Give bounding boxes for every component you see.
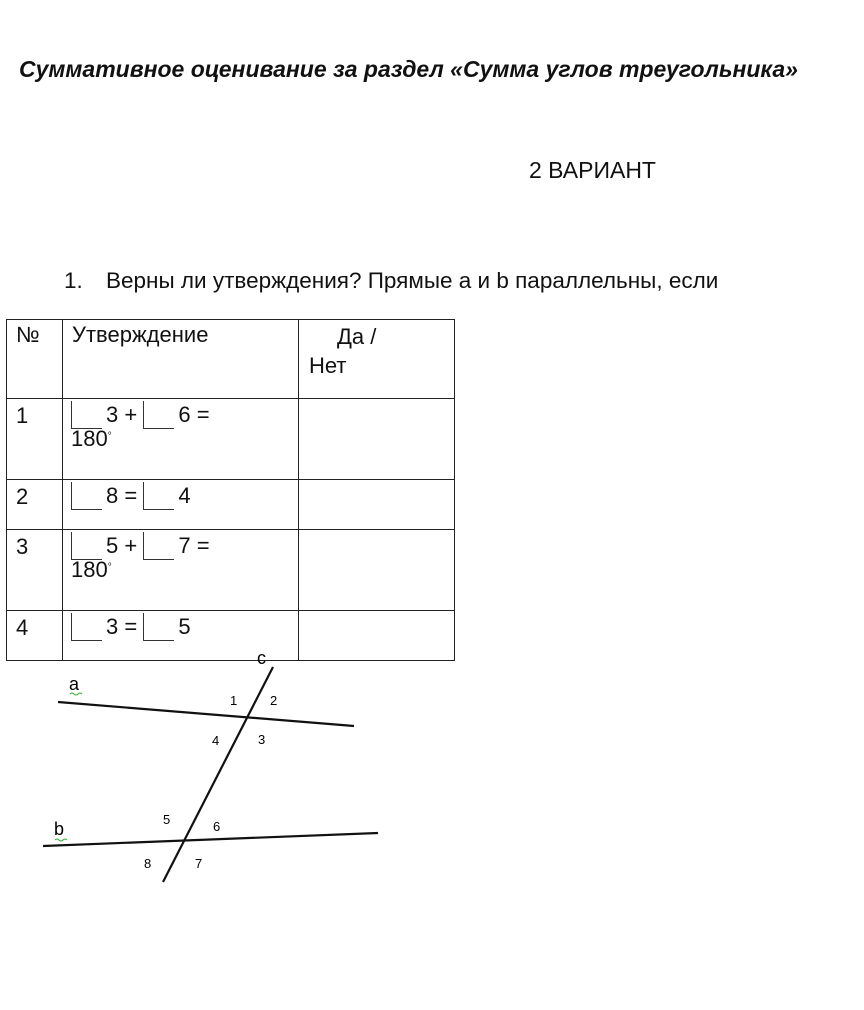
angle-icon (71, 482, 102, 510)
angle-icon (143, 401, 174, 429)
question-text: Верны ли утверждения? Прямые a и b параллельны, если (106, 268, 719, 293)
statement-cell (63, 399, 299, 480)
answer-cell[interactable] (299, 530, 455, 611)
question-number: 1. (64, 268, 83, 293)
row-number: 4 (7, 611, 63, 661)
table-header-row (7, 320, 455, 399)
header-num: № (7, 320, 63, 399)
label-c: c (257, 648, 266, 668)
angle-number: 6 (178, 402, 191, 427)
angle-number: 7 (178, 533, 191, 558)
label-b: b (54, 819, 65, 839)
angle-number: 5 (106, 533, 119, 558)
statements-table (6, 319, 455, 661)
table-row (7, 399, 455, 480)
operator: + (124, 402, 138, 427)
question-1 (64, 268, 718, 294)
degree-sign: ° (107, 562, 112, 573)
header-statement: Утверждение (63, 320, 299, 399)
transversal-c (163, 667, 273, 882)
line-b (43, 833, 378, 846)
value-180: 180 (71, 557, 108, 582)
angle-label-5: 5 (163, 812, 171, 827)
angle-label-1: 1 (230, 693, 238, 708)
statement-cell (63, 530, 299, 611)
angle-icon (71, 532, 102, 560)
line-a (58, 702, 354, 726)
angle-number: 8 (106, 483, 119, 508)
angle-number: 5 (178, 614, 191, 639)
spell-underline-b (55, 839, 67, 841)
row-number: 3 (7, 530, 63, 611)
angle-number: 3 (106, 402, 119, 427)
row-number: 2 (7, 480, 63, 530)
parallel-lines-diagram (0, 640, 420, 900)
angle-label-7: 7 (195, 856, 203, 871)
operator: = (124, 483, 138, 508)
label-a: a (69, 674, 80, 694)
value-180: 180 (71, 426, 108, 451)
statement-cell (63, 480, 299, 530)
page-title: Суммативное оценивание за раздел «Сумма углов треугольника» (19, 56, 798, 82)
angle-number: 4 (178, 483, 191, 508)
table-row (7, 530, 455, 611)
equals-sign: = (196, 533, 210, 558)
angle-number: 3 (106, 614, 119, 639)
angle-icon (71, 613, 102, 641)
variant-label: 2 ВАРИАНТ (529, 157, 656, 183)
row-number: 1 (7, 399, 63, 480)
angle-icon (143, 482, 174, 510)
angle-icon (143, 613, 174, 641)
angle-label-8: 8 (144, 856, 152, 871)
angle-icon (71, 401, 102, 429)
angle-label-3: 3 (258, 732, 266, 747)
equals-sign: = (196, 402, 210, 427)
header-answer-line2: Нет (309, 353, 347, 378)
operator: + (124, 533, 138, 558)
header-answer (299, 320, 455, 399)
angle-label-2: 2 (270, 693, 278, 708)
answer-cell[interactable] (299, 399, 455, 480)
degree-sign: ° (107, 431, 112, 442)
table-row (7, 480, 455, 530)
answer-cell[interactable] (299, 480, 455, 530)
header-answer-line1: Да / (337, 324, 377, 349)
angle-label-6: 6 (213, 819, 221, 834)
operator: = (124, 614, 138, 639)
angle-label-4: 4 (212, 733, 220, 748)
angle-icon (143, 532, 174, 560)
